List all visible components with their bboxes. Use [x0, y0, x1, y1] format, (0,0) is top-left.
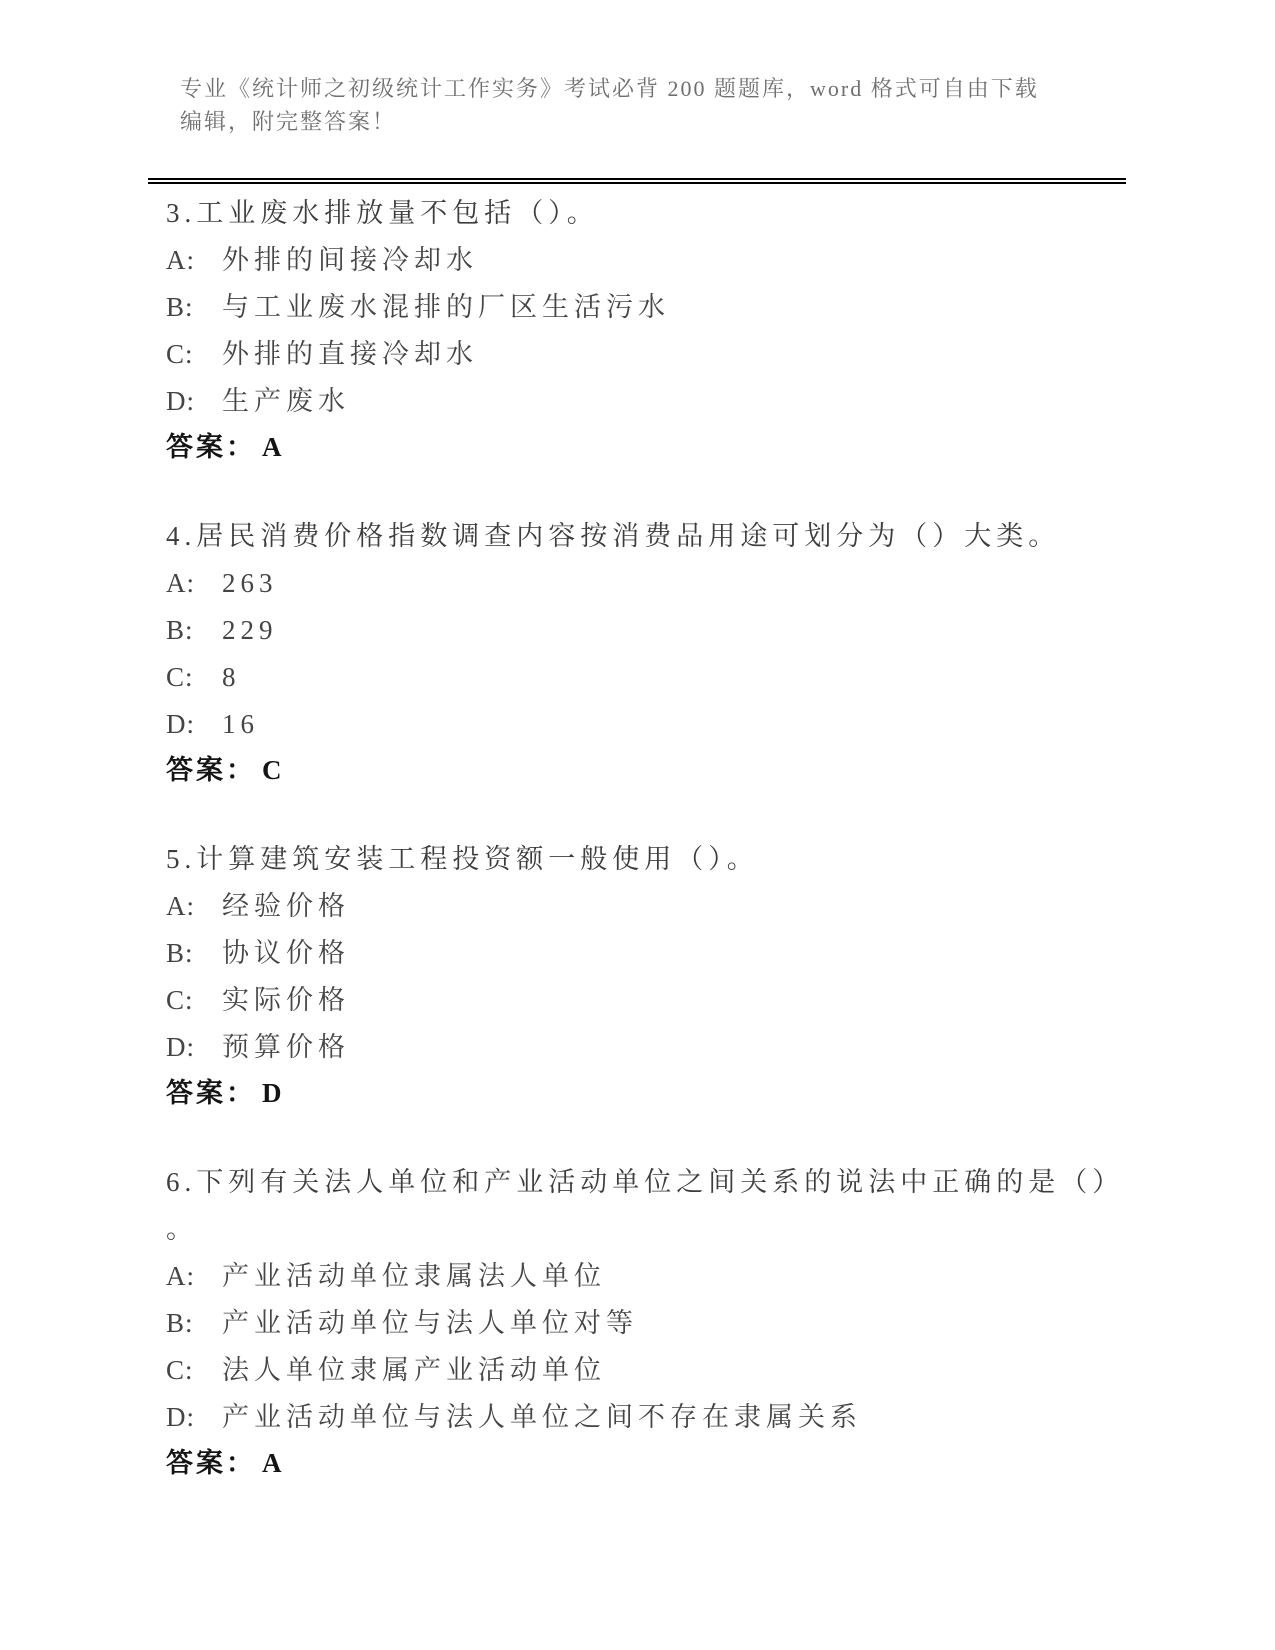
option-text: 16	[222, 709, 259, 739]
question-title: 5.计算建筑安装工程投资额一般使用（）。	[166, 844, 759, 874]
option-text: 预算价格	[222, 1032, 350, 1062]
question-block-4	[166, 513, 1235, 792]
option-label: C:	[166, 662, 194, 692]
option-label: B:	[166, 938, 194, 968]
option-row-d	[166, 1394, 1235, 1441]
option-text: 263	[222, 568, 278, 598]
option-text: 生产废水	[222, 386, 350, 416]
option-row-c	[166, 1347, 1235, 1394]
question-title: 4.居民消费价格指数调查内容按消费品用途可划分为（）大类。	[166, 521, 1061, 551]
option-row-b	[166, 607, 1235, 654]
answer-label: 答案：	[166, 1078, 256, 1108]
answer-value: C	[262, 755, 285, 785]
answer-label: 答案：	[166, 1448, 256, 1478]
answer-row	[166, 748, 1235, 792]
answer-value: D	[262, 1078, 285, 1108]
option-label: A:	[166, 891, 195, 921]
answer-label: 答案：	[166, 755, 256, 785]
answer-row	[166, 1441, 1235, 1485]
option-row-b	[166, 284, 1235, 331]
option-row-b	[166, 1300, 1235, 1347]
option-label: D:	[166, 1402, 195, 1432]
answer-label: 答案：	[166, 432, 256, 462]
question-title-overflow: 。	[166, 1214, 198, 1244]
option-text: 与工业废水混排的厂区生活污水	[222, 292, 670, 322]
answer-value: A	[262, 1448, 285, 1478]
option-row-d	[166, 701, 1235, 748]
option-label: C:	[166, 339, 194, 369]
option-row-d	[166, 1024, 1235, 1071]
option-text: 外排的间接冷却水	[222, 245, 478, 275]
option-row-a	[166, 560, 1235, 607]
option-row-a	[166, 883, 1235, 930]
option-text: 229	[222, 615, 278, 645]
answer-row	[166, 425, 1235, 469]
option-text: 产业活动单位与法人单位对等	[222, 1308, 638, 1338]
option-label: D:	[166, 386, 195, 416]
option-label: B:	[166, 615, 194, 645]
header-line-2: 编辑，附完整答案！	[180, 109, 397, 134]
option-label: B:	[166, 292, 194, 322]
option-text: 协议价格	[222, 938, 350, 968]
question-block-3	[166, 190, 1235, 469]
option-text: 产业活动单位与法人单位之间不存在隶属关系	[222, 1402, 862, 1432]
option-text: 实际价格	[222, 985, 350, 1015]
option-label: D:	[166, 1032, 195, 1062]
option-row-c	[166, 977, 1235, 1024]
option-text: 经验价格	[222, 891, 350, 921]
answer-value: A	[262, 432, 285, 462]
question-title: 3.工业废水排放量不包括（）。	[166, 198, 599, 228]
answer-row	[166, 1071, 1235, 1115]
option-text: 法人单位隶属产业活动单位	[222, 1355, 606, 1385]
question-block-6	[166, 1159, 1235, 1485]
option-label: A:	[166, 568, 195, 598]
question-block-5	[166, 836, 1235, 1115]
document-header	[0, 0, 1275, 138]
option-text: 8	[222, 662, 241, 692]
option-label: C:	[166, 1355, 194, 1385]
question-title: 6.下列有关法人单位和产业活动单位之间关系的说法中正确的是（）	[166, 1167, 1125, 1197]
option-text: 外排的直接冷却水	[222, 339, 478, 369]
option-label: A:	[166, 1261, 195, 1291]
header-line-1: 专业《统计师之初级统计工作实务》考试必背 200 题题库，word 格式可自由下载	[180, 76, 1039, 101]
option-row-a	[166, 237, 1235, 284]
option-text: 产业活动单位隶属法人单位	[222, 1261, 606, 1291]
document-body	[0, 184, 1275, 1485]
option-row-a	[166, 1253, 1235, 1300]
option-label: D:	[166, 709, 195, 739]
option-row-d	[166, 378, 1235, 425]
option-label: B:	[166, 1308, 194, 1338]
option-label: A:	[166, 245, 195, 275]
option-row-c	[166, 654, 1235, 701]
option-label: C:	[166, 985, 194, 1015]
option-row-b	[166, 930, 1235, 977]
option-row-c	[166, 331, 1235, 378]
